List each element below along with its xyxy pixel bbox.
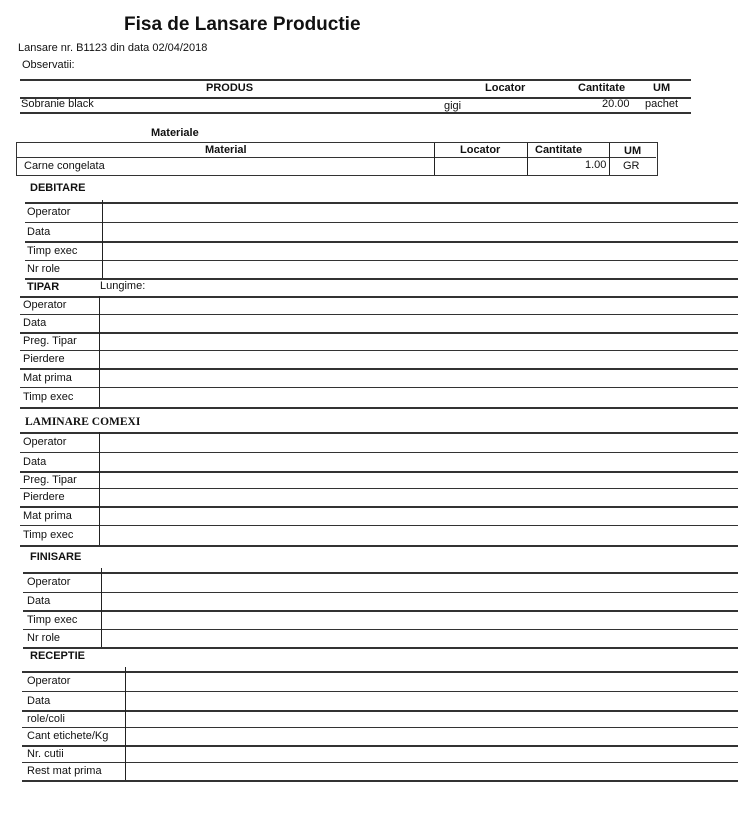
produs-locator: gigi	[444, 100, 462, 112]
materiale-header-material: Material	[205, 144, 247, 156]
field-label: Preg. Tipar	[23, 473, 77, 486]
row-line	[20, 488, 738, 489]
field-value-area[interactable]	[101, 473, 736, 487]
field-value-area[interactable]	[127, 729, 736, 744]
field-label: Timp exec	[27, 613, 78, 626]
field-label: Operator	[27, 675, 71, 687]
field-value-area[interactable]	[101, 316, 736, 331]
materiale-header-um: UM	[624, 145, 642, 157]
field-label: Nr. cutii	[27, 747, 64, 760]
field-value-area[interactable]	[103, 631, 736, 646]
field-value-area[interactable]	[101, 490, 736, 505]
label-divider	[99, 432, 100, 545]
row-line	[20, 545, 738, 547]
field-label: Rest mat prima	[27, 765, 102, 777]
produs-header-locator: Locator	[485, 82, 526, 94]
field-label: Timp exec	[23, 391, 74, 403]
field-label: Mat prima	[23, 371, 72, 384]
produs-name: Sobranie black	[21, 98, 94, 110]
field-label: Timp exec	[23, 529, 74, 541]
materiale-table	[16, 142, 658, 176]
field-label: role/coli	[27, 712, 65, 725]
field-value-area[interactable]	[101, 298, 736, 313]
materiale-title: Materiale	[151, 127, 199, 139]
produs-bottom-border	[20, 112, 691, 114]
field-value-area[interactable]	[101, 508, 736, 524]
field-label: Timp exec	[27, 244, 78, 257]
page-title: Fisa de Lansare Productie	[124, 14, 361, 35]
produs-header-border	[20, 97, 691, 99]
field-value-area[interactable]	[101, 527, 736, 544]
field-label: Data	[27, 595, 51, 607]
field-label: Data	[23, 317, 47, 329]
produs-header-um: UM	[653, 82, 671, 94]
field-value-area[interactable]	[127, 764, 736, 779]
produs-top-border	[20, 79, 691, 81]
row-line	[20, 407, 738, 409]
field-value-area[interactable]	[127, 712, 736, 726]
section-title-receptie: RECEPTIE	[30, 650, 86, 662]
col-divider	[527, 143, 528, 175]
row-line	[20, 452, 738, 453]
label-divider	[102, 200, 103, 278]
field-value-area[interactable]	[104, 224, 736, 240]
field-value-area[interactable]	[101, 370, 736, 386]
material-um: GR	[623, 160, 640, 172]
field-label: Pierdere	[23, 491, 65, 503]
row-line	[23, 592, 738, 593]
produs-header-cantitate: Cantitate	[578, 82, 626, 94]
row-line	[23, 629, 738, 630]
section-title-tipar: TIPAR	[27, 281, 60, 293]
observatii-label: Observatii:	[22, 59, 75, 71]
field-label: Data	[23, 455, 47, 468]
field-label: Data	[27, 225, 51, 238]
section-title-finisare: FINISARE	[30, 551, 82, 563]
row-line	[22, 762, 738, 763]
materiale-header-cantitate: Cantitate	[535, 144, 583, 156]
col-divider	[609, 143, 610, 175]
material-name: Carne congelata	[24, 160, 105, 172]
section-title-debitare: DEBITARE	[30, 182, 86, 194]
field-label: Nr role	[27, 263, 61, 275]
field-value-area[interactable]	[127, 747, 736, 761]
lungime-label: Lungime:	[100, 280, 146, 292]
field-value-area[interactable]	[103, 594, 736, 609]
section-title-laminare: LAMINARE COMEXI	[25, 416, 141, 428]
produs-cantitate: 20.00	[602, 98, 630, 110]
col-divider	[434, 143, 435, 175]
row-line	[20, 314, 738, 315]
produs-header-produs: PRODUS	[206, 82, 254, 94]
field-value-area[interactable]	[101, 334, 736, 349]
field-label: Operator	[27, 576, 71, 588]
lansare-info: Lansare nr. B1123 din data 02/04/2018	[18, 42, 208, 54]
row-line	[25, 222, 738, 223]
field-value-area[interactable]	[101, 352, 736, 367]
field-label: Operator	[23, 436, 67, 448]
materiale-header-border	[17, 157, 656, 158]
label-divider	[101, 568, 102, 647]
materiale-header-locator: Locator	[460, 144, 501, 156]
field-value-area[interactable]	[104, 204, 736, 221]
row-line	[20, 387, 738, 388]
label-divider	[125, 667, 126, 780]
field-label: Operator	[27, 206, 71, 218]
field-value-area[interactable]	[101, 389, 736, 406]
row-line	[20, 525, 738, 526]
row-line	[22, 727, 738, 728]
field-label: Pierdere	[23, 353, 65, 365]
field-value-area[interactable]	[127, 693, 736, 709]
field-value-area[interactable]	[104, 262, 736, 277]
row-line	[22, 691, 738, 692]
produs-um: pachet	[645, 98, 679, 110]
field-label: Nr role	[27, 632, 61, 644]
field-value-area[interactable]	[103, 574, 736, 591]
field-value-area[interactable]	[127, 673, 736, 690]
field-value-area[interactable]	[103, 612, 736, 628]
field-label: Mat prima	[23, 509, 72, 522]
row-line	[25, 260, 738, 261]
material-cantitate: 1.00	[585, 159, 607, 171]
field-label: Preg. Tipar	[23, 335, 77, 347]
row-line	[20, 350, 738, 351]
field-value-area[interactable]	[101, 454, 736, 470]
row-line	[23, 647, 738, 649]
field-value-area[interactable]	[104, 243, 736, 259]
field-value-area[interactable]	[101, 434, 736, 451]
field-label: Operator	[23, 299, 67, 311]
field-label: Cant etichete/Kg	[27, 730, 109, 742]
label-divider	[99, 296, 100, 407]
row-line	[22, 780, 738, 782]
field-label: Data	[27, 694, 51, 707]
